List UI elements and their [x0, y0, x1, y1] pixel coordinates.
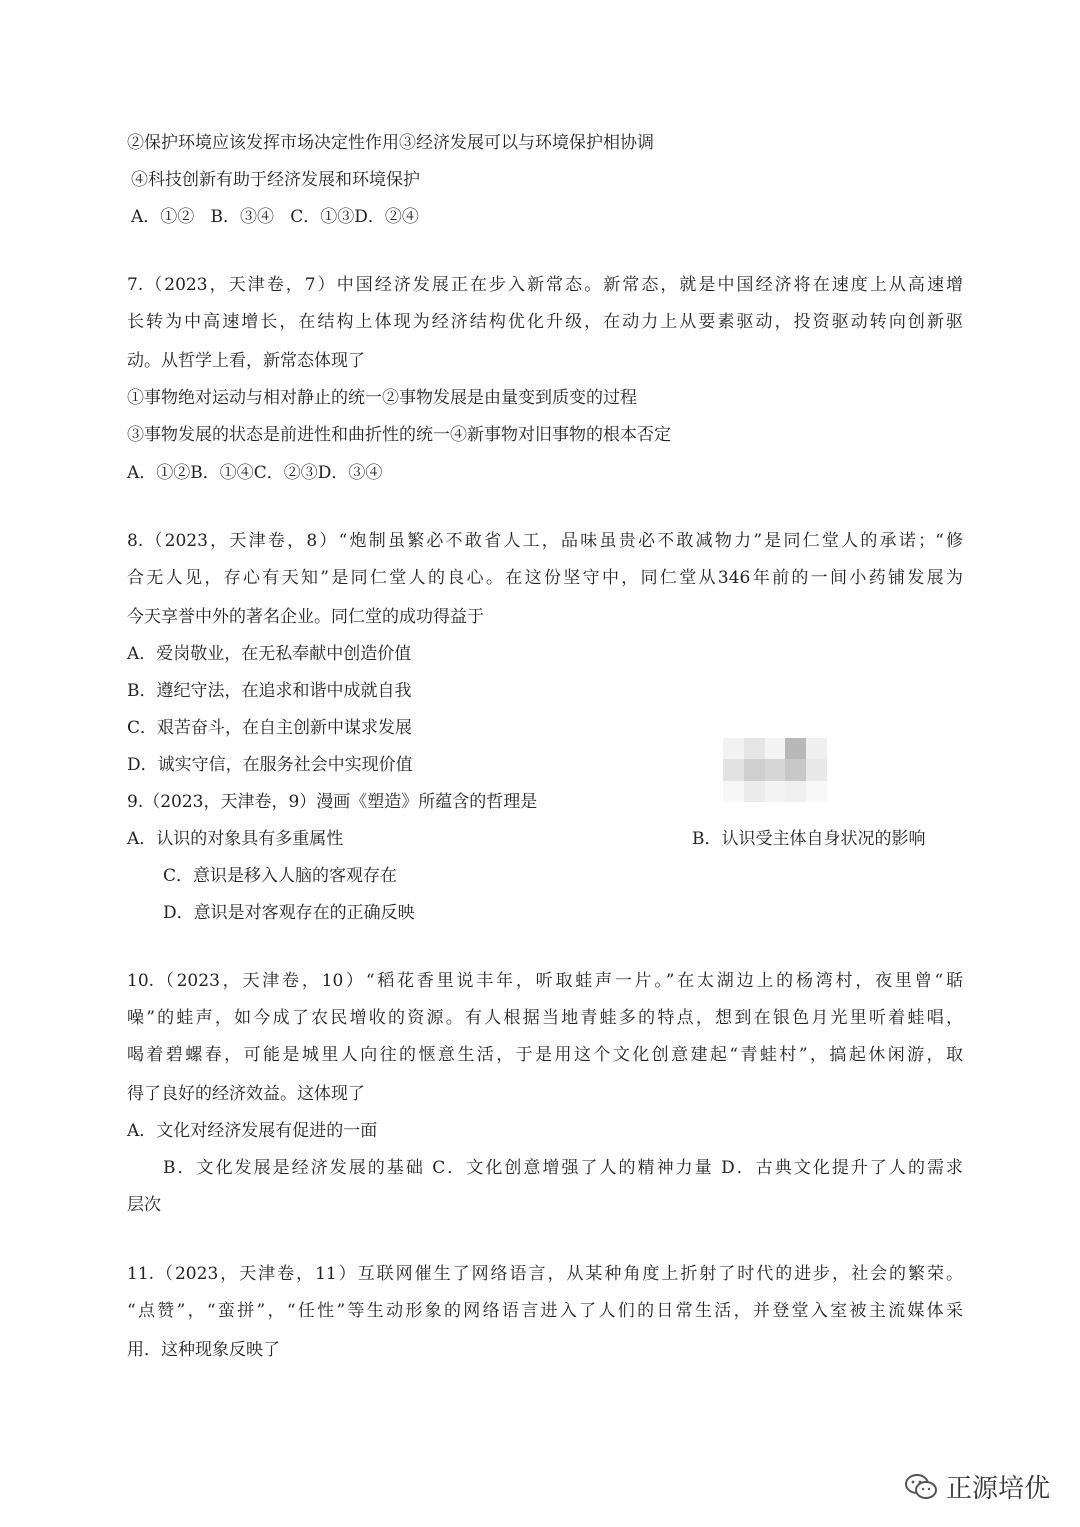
wechat-watermark [904, 1468, 1050, 1505]
q8-stem-line-1: 8.（2023，天津卷，8）“炮制虽繁必不敢省人工，品味虽贵必不敢减物力”是同仁堂人的承诺；“修 [127, 531, 963, 551]
mosaic-tile [744, 738, 765, 759]
mosaic-tile [785, 759, 806, 780]
wechat-icon [904, 1473, 938, 1501]
q8-stem-line-2: 合无人见，存心有天知”是同仁堂人的良心。在这份坚守中，同仁堂从346年前的一间小药铺发展为 [127, 568, 963, 588]
q7-stem-line-2: 长转为中高速增长，在结构上体现为经济结构优化升级，在动力上从要素驱动，投资驱动转向创新驱 [127, 312, 963, 332]
q6-statement-2-3: ②保护环境应该发挥市场决定性作用③经济发展可以与环境保护相协调 [127, 133, 654, 153]
q9-option-d: D．意识是对客观存在的正确反映 [163, 903, 415, 923]
q9-option-b: B．认识受主体自身状况的影响 [692, 829, 926, 849]
mosaic-tile [744, 781, 765, 802]
q10-options-bcd-line: B．文化发展是经济发展的基础 C．文化创意增强了人的精神力量 D．古典文化提升了人的需求 [163, 1158, 963, 1178]
q6-options: A．①② B．③④ C．①③D．②④ [131, 207, 419, 227]
mosaic-tile [806, 759, 827, 780]
q7-stem-line-1: 7.（2023，天津卷，7）中国经济发展正在步入新常态。新常态，就是中国经济将在速度上从高速增 [127, 275, 963, 295]
q11-stem-line-2: “点赞”，“蛮拼”，“任性”等生动形象的网络语言进入了人们的日常生活，并登堂入室被主流媒体采 [127, 1301, 963, 1321]
q8-stem [127, 523, 963, 597]
mosaic-tile [744, 759, 765, 780]
q7-stem-line-3: 动。从哲学上看，新常态体现了 [127, 351, 365, 371]
mosaic-tile [723, 781, 744, 802]
q9-stem: 9.（2023，天津卷，9）漫画《塑造》所蕴含的哲理是 [127, 792, 538, 812]
mosaic-tile [723, 738, 744, 759]
q10-options-bcd-continued: 层次 [127, 1195, 161, 1215]
q7-item-1-2: ①事物绝对运动与相对静止的统一②事物发展是由量变到质变的过程 [127, 388, 637, 408]
q8-option-c: C．艰苦奋斗，在自主创新中谋求发展 [127, 718, 413, 738]
mosaic-tile [765, 738, 786, 759]
q8-option-d: D．诚实守信，在服务社会中实现价值 [127, 755, 413, 775]
q7-stem [127, 267, 963, 341]
q10-option-a: A．文化对经济发展有促进的一面 [127, 1121, 378, 1141]
q10-stem-line-2: 噪”的蛙声，如今成了农民增收的资源。有人根据当地青蛙多的特点，想到在银色月光里听着蛙唱， [127, 1008, 963, 1028]
q8-option-b: B．遵纪守法，在追求和谐中成就自我 [127, 681, 412, 701]
q10-stem [127, 963, 963, 1074]
q11-stem [127, 1256, 963, 1330]
q8-stem-line-3: 今天享誉中外的著名企业。同仁堂的成功得益于 [127, 607, 484, 627]
mosaic-tile [785, 738, 806, 759]
q10-stem-line-1: 10.（2023，天津卷，10）“稻花香里说丰年，听取蛙声一片。”在太湖边上的杨湾村，夜里曾“聒 [127, 971, 963, 991]
mosaic-tile [806, 738, 827, 759]
mosaic-tile [785, 781, 806, 802]
q6-statement-4: ④科技创新有助于经济发展和环境保护 [131, 170, 420, 190]
q7-item-3-4: ③事物发展的状态是前进性和曲折性的统一④新事物对旧事物的根本否定 [127, 425, 671, 445]
mosaic-tile [765, 781, 786, 802]
q11-stem-line-3: 用．这种现象反映了 [127, 1340, 280, 1360]
q9-option-c: C．意识是移入人脑的客观存在 [163, 866, 398, 886]
mosaic-tile [723, 759, 744, 780]
q10-stem-line-4: 得了良好的经济效益。这体现了 [127, 1084, 365, 1104]
q11-stem-line-1: 11.（2023，天津卷，11）互联网催生了网络语言，从某种角度上折射了时代的进步，社会的繁荣。 [127, 1264, 963, 1284]
mosaic-tile [765, 759, 786, 780]
watermark-text: 正源培优 [945, 1474, 1050, 1504]
q9-option-a: A．认识的对象具有多重属性 [127, 829, 344, 849]
q10-stem-line-3: 喝着碧螺春，可能是城里人向往的惬意生活，于是用这个文化创意建起“青蛙村”，搞起休闲游，取 [127, 1045, 963, 1065]
comic-image-mosaic [723, 738, 827, 802]
q10-options-bcd [163, 1150, 963, 1187]
q7-options: A．①②B．①④C．②③D．③④ [127, 463, 383, 483]
mosaic-tile [806, 781, 827, 802]
q8-option-a: A．爱岗敬业，在无私奉献中创造价值 [127, 644, 412, 664]
